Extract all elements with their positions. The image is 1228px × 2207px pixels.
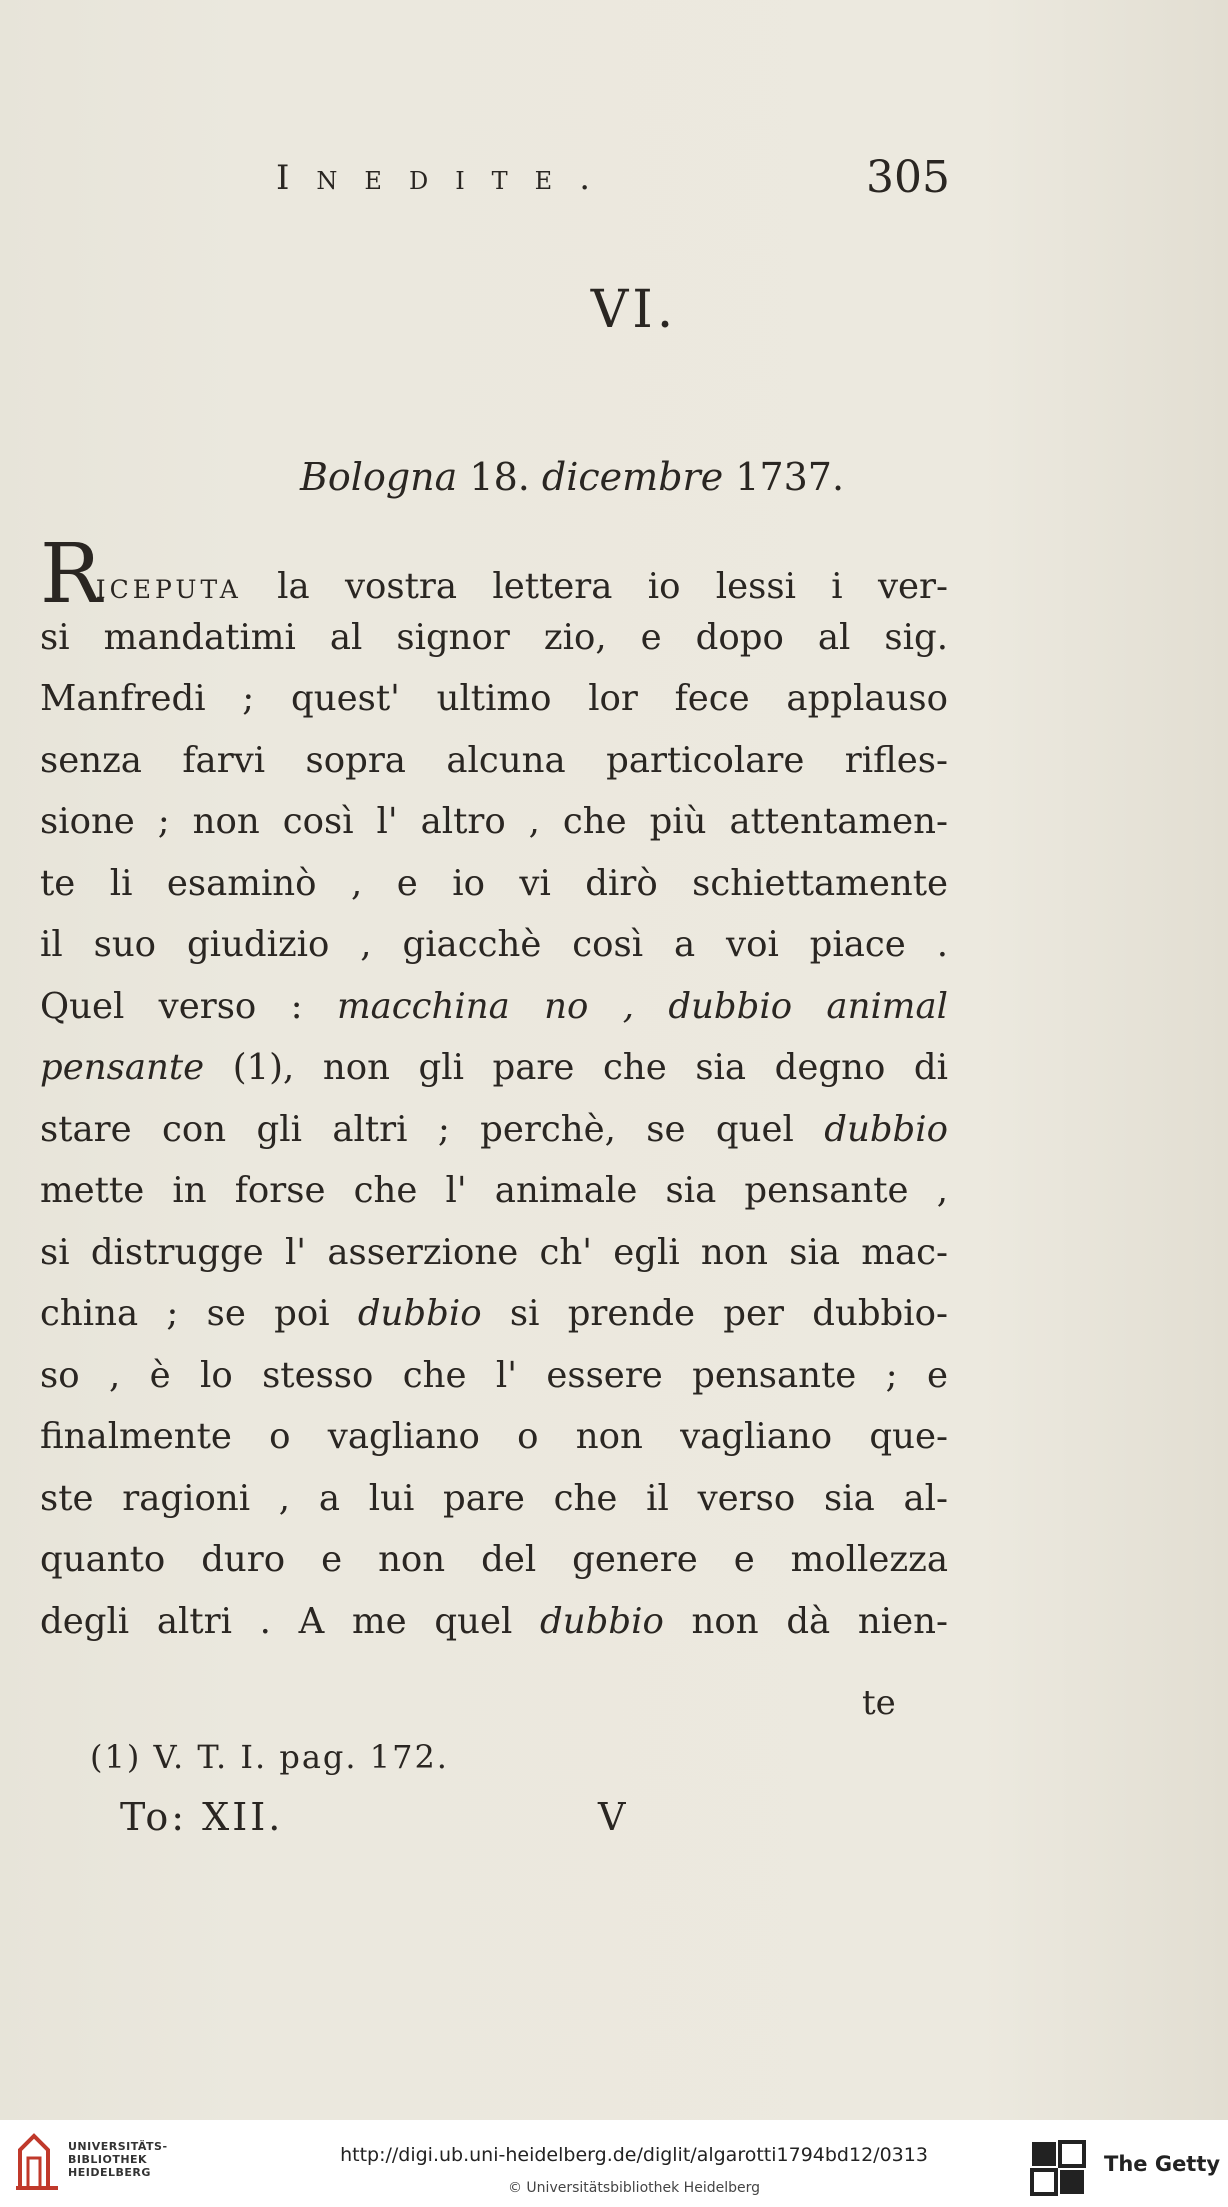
permalink-url[interactable]: http://digi.ub.uni-heidelberg.de/diglit/algarotti1794bd12/0313 xyxy=(340,2144,928,2166)
text-line xyxy=(40,1345,948,1407)
sponsor-name: The Getty xyxy=(1104,2152,1221,2176)
italic-text: dubbio xyxy=(824,1108,948,1150)
dateline-year: 1737. xyxy=(735,455,845,499)
running-title: Inedite. xyxy=(276,158,618,198)
page-number: 305 xyxy=(866,152,950,203)
catchword: te xyxy=(862,1683,896,1723)
text-segment: ste ragioni , a lui pare che il verso sia al- xyxy=(40,1477,948,1519)
text-line xyxy=(40,791,948,853)
text-line xyxy=(40,1222,948,1284)
text-segment: china ; se poi xyxy=(40,1293,358,1334)
text-line xyxy=(40,1160,948,1222)
text-line xyxy=(40,730,948,792)
text-segment: non dà nien- xyxy=(663,1600,948,1642)
signature-mark: V xyxy=(598,1795,626,1839)
text-segment: (1), non gli pare che sia degno di xyxy=(204,1047,948,1088)
text-segment: stare con gli altri ; perchè, se quel xyxy=(40,1108,825,1150)
getty-logo-icon xyxy=(1030,2140,1086,2196)
dateline-day: 18. xyxy=(469,455,530,499)
text-segment: si mandatimi al signor zio, e dopo al sig. xyxy=(40,616,948,658)
text-line xyxy=(40,527,948,622)
text-segment: quanto duro e non del genere e mollezza xyxy=(40,1539,948,1580)
copyright-notice: © Universitätsbibliothek Heidelberg xyxy=(507,2180,760,2196)
text-segment: si distrugge l' asserzione ch' egli non sia mac- xyxy=(40,1231,948,1273)
dateline-month: dicembre xyxy=(541,455,724,499)
text-segment: Manfredi ; quest' ultimo lor fece applauso xyxy=(40,678,948,719)
dateline-place: Bologna xyxy=(300,455,458,499)
italic-text: dubbio xyxy=(540,1600,664,1642)
text-segment: la vostra lettera io lessi i ver- xyxy=(241,566,948,607)
text-line xyxy=(40,1591,948,1653)
text-segment: degli altri . A me quel xyxy=(40,1600,541,1642)
running-head xyxy=(270,152,950,212)
text-line xyxy=(40,1468,948,1530)
dateline xyxy=(300,455,844,499)
italic-text: dubbio xyxy=(357,1293,482,1334)
library-name-line: BIBLIOTHEK xyxy=(68,2153,148,2166)
text-line xyxy=(40,1099,948,1161)
text-segment: finalmente o vagliano o non vagliano que- xyxy=(40,1416,948,1457)
text-line xyxy=(40,607,948,669)
text-segment: sione ; non così l' altro , che più attentamen- xyxy=(40,801,948,842)
letter-body xyxy=(40,527,948,1652)
text-segment: Quel verso : xyxy=(40,985,337,1027)
text-segment: te li esaminò , e io vi dirò schiettamente xyxy=(40,862,948,904)
library-name-line: HEIDELBERG xyxy=(68,2166,151,2179)
footer-bar xyxy=(0,2120,1228,2207)
text-line xyxy=(40,668,948,730)
text-line xyxy=(40,914,948,976)
section-number: VI. xyxy=(590,280,678,340)
text-segment: si prende per dubbio- xyxy=(481,1293,948,1334)
library-name-line: UNIVERSITÄTS- xyxy=(68,2140,168,2153)
text-segment: il suo giudizio , giacchè così a voi piace . xyxy=(40,924,948,965)
text-segment: senza farvi sopra alcuna particolare rifles- xyxy=(40,739,948,781)
text-segment: mette in forse che l' animale sia pensante , xyxy=(40,1170,948,1211)
text-line xyxy=(40,1406,948,1468)
footnote: (1) V. T. I. pag. 172. xyxy=(90,1738,449,1776)
volume-signature: To: XII. xyxy=(120,1795,284,1839)
italic-text: macchina no , dubbio animal xyxy=(336,985,948,1027)
italic-text: pensante xyxy=(40,1047,205,1088)
drop-cap: R xyxy=(40,527,96,622)
text-segment: iceputa xyxy=(95,566,242,607)
text-line xyxy=(40,976,948,1038)
text-line xyxy=(40,1529,948,1591)
text-line xyxy=(40,1037,948,1099)
text-segment: so , è lo stesso che l' essere pensante ; e xyxy=(40,1354,948,1396)
text-line xyxy=(40,853,948,915)
text-line xyxy=(40,1283,948,1345)
